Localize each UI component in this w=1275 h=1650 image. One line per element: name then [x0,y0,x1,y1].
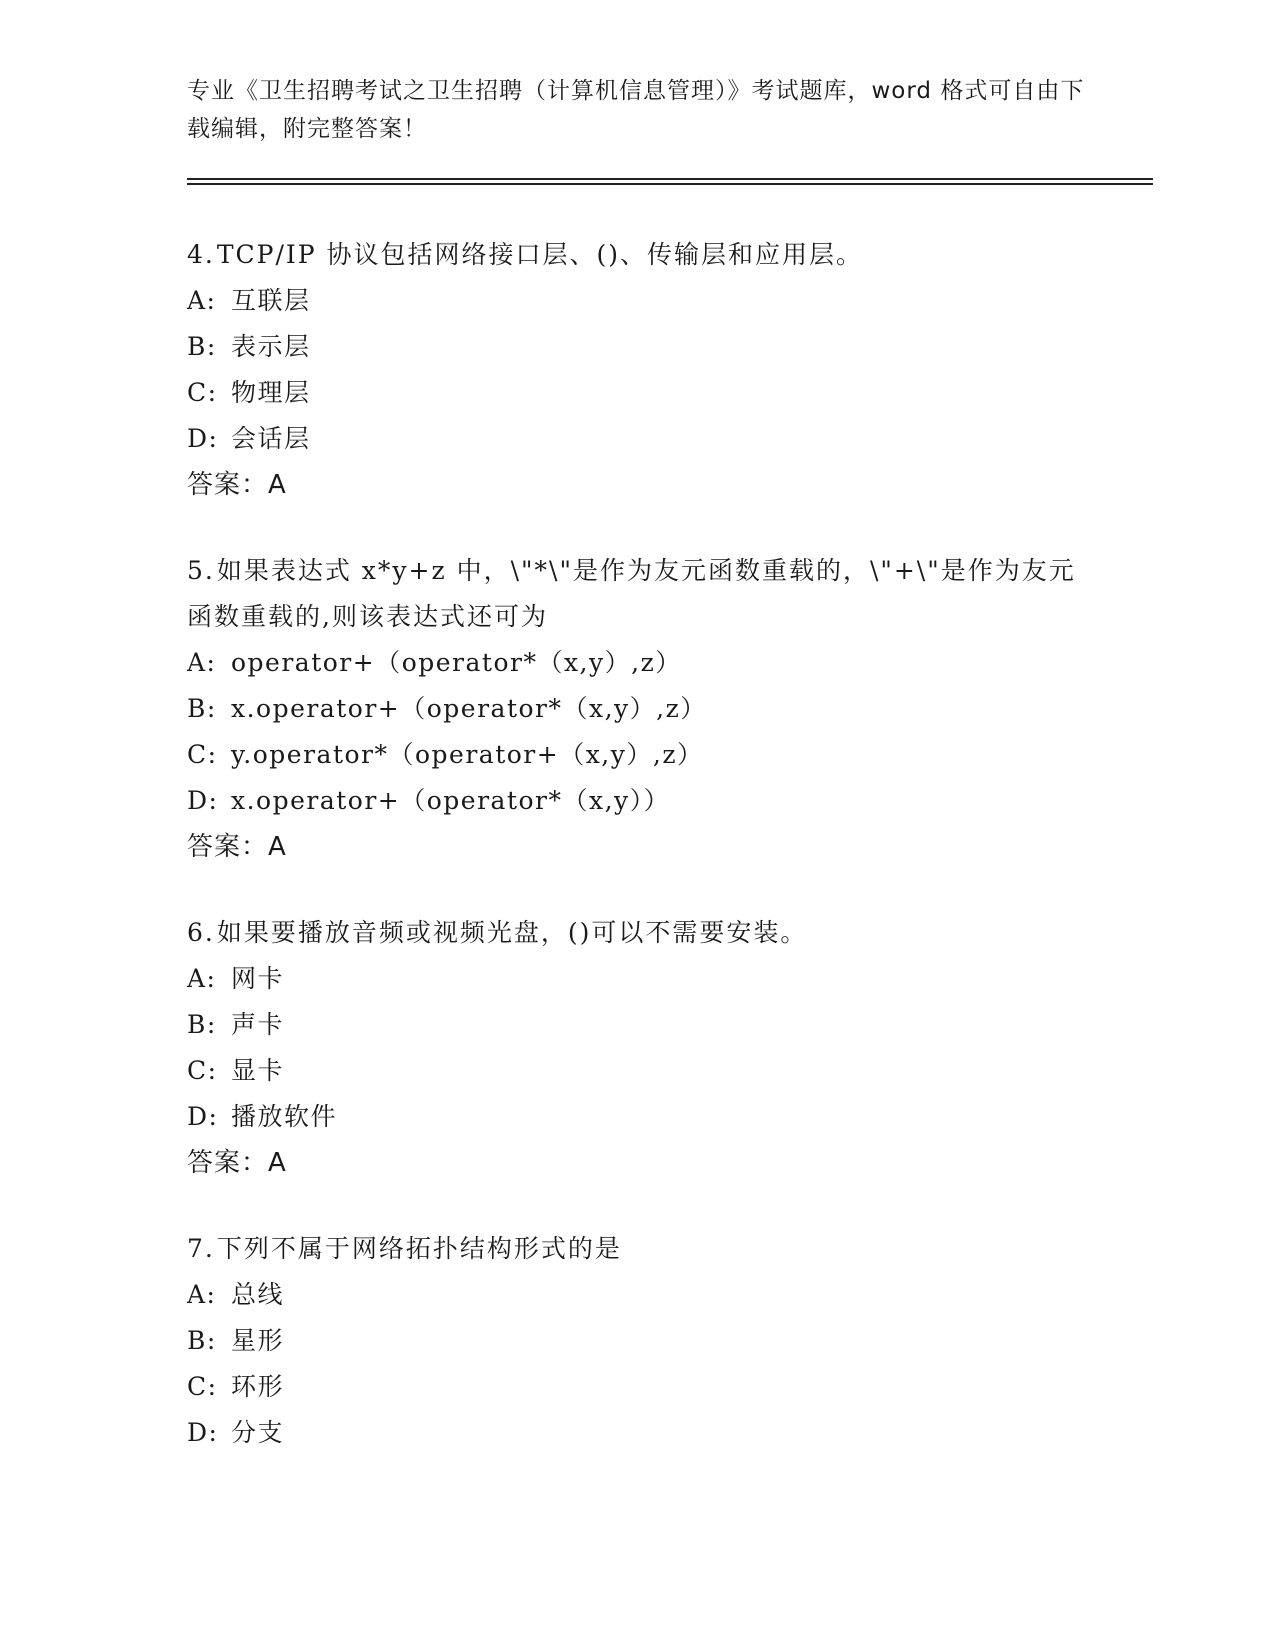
option-text: 网卡 [231,964,285,993]
question-text: 如果要播放音频或视频光盘，()可以不需要安装。 [216,918,808,947]
option-text: 互联层 [231,286,311,315]
option-text: operator+（operator*（x,y）,z） [231,648,682,677]
answer-line: 答案：A [187,1148,287,1178]
option-letter: C: [187,1056,218,1085]
option-letter: D: [187,1102,219,1131]
intro-text: 专业《卫生招聘考试之卫生招聘（计算机信息管理）》考试题库，word 格式可自由下载编辑，附完整答案！ [187,78,1085,142]
option-text: 环形 [231,1372,285,1401]
option-b [187,686,1087,732]
question-number: 4. [187,240,215,269]
answer-line: 答案：A [187,470,287,500]
question-stem [187,548,1087,640]
question-text: 如果表达式 x*y+z 中，\"*\"是作为友元函数重载的，\"+\"是作为友元函数重载的,则该表达式还可为 [187,556,1076,631]
option-b [187,324,1087,370]
question-4 [187,232,1087,508]
option-letter: B: [187,1010,217,1039]
option-text: x.operator+（operator*（x,y）） [231,786,671,815]
option-letter: B: [187,1326,217,1355]
option-d [187,1094,1087,1140]
option-c [187,1364,1087,1410]
option-c [187,370,1087,416]
option-b [187,1002,1087,1048]
option-letter: D: [187,424,219,453]
option-letter: D: [187,786,219,815]
option-d [187,778,1087,824]
option-c [187,1048,1087,1094]
question-5 [187,548,1087,870]
option-letter: B: [187,694,217,723]
question-number: 6. [187,918,215,947]
option-c [187,732,1087,778]
option-letter: C: [187,740,218,769]
option-text: 播放软件 [231,1102,338,1131]
option-a [187,956,1087,1002]
option-text: y.operator*（operator+（x,y）,z） [231,740,704,769]
option-text: 分支 [231,1418,285,1447]
option-text: 星形 [231,1326,285,1355]
question-text: 下列不属于网络拓扑结构形式的是 [216,1234,622,1263]
option-b [187,1318,1087,1364]
option-a [187,640,1087,686]
question-stem [187,910,1087,956]
option-text: 声卡 [231,1010,285,1039]
option-text: 总线 [231,1280,285,1309]
document-header [187,72,1087,148]
option-letter: D: [187,1418,219,1447]
option-text: 物理层 [231,378,311,407]
option-letter: A: [187,648,217,677]
header-divider-bottom [187,183,1153,185]
question-stem [187,232,1087,278]
option-d [187,416,1087,462]
option-text: 显卡 [231,1056,285,1085]
option-letter: A: [187,964,217,993]
option-text: x.operator+（operator*（x,y）,z） [231,694,707,723]
question-list [187,232,1087,1496]
option-a [187,278,1087,324]
option-letter: C: [187,1372,218,1401]
option-letter: C: [187,378,218,407]
question-7 [187,1226,1087,1456]
option-a [187,1272,1087,1318]
question-6 [187,910,1087,1186]
question-number: 7. [187,1234,215,1263]
question-number: 5. [187,556,215,585]
option-text: 表示层 [231,332,311,361]
option-d [187,1410,1087,1456]
option-letter: A: [187,1280,217,1309]
option-text: 会话层 [231,424,311,453]
answer-line: 答案：A [187,832,287,862]
question-text: TCP/IP 协议包括网络接口层、()、传输层和应用层。 [216,240,864,269]
header-divider-top [187,178,1153,180]
question-stem [187,1226,1087,1272]
option-letter: A: [187,286,217,315]
option-letter: B: [187,332,217,361]
